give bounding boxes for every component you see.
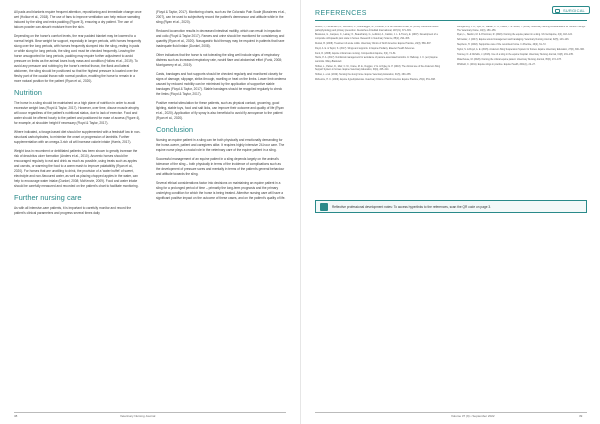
paragraph: Where indicated, a forage-based diet should be supplemented with a feedstuff low in non-structural carbohydrates, to minimise the onset or progression of laminitis. Further supplementation with an omega-3-rich oil will increase calorie intake (Harris, 2017).: [14, 130, 141, 144]
surgical-icon: [555, 9, 560, 13]
reference-item: Hollow, L. et al. (2019). Nursing the slung horse. Equine Veterinary Education, 31(5), 260–265.: [315, 74, 412, 77]
footer-page-number: 39: [579, 414, 583, 418]
paragraph: Reduced locomotion results in decreased intestinal motility, which can result in impaction and colic (Floyd & Taylor 2017). Faeces and urine should be monitored for consistency and quantity (Ryan et al., 2020). Nasogastric fluid therapy may be required in patients that have inadequate fluid intake (Dunkel, 2008).: [156, 29, 285, 48]
left-column-1: [14, 10, 142, 406]
section-tab-label: SURGICAL: [562, 8, 585, 13]
reference-item: Taylor, S. & Floyd, A. E. (2015). Anderson Sling Suspension System for horses. Equine Veterinary Education, 27(6), 300–306.: [457, 49, 585, 52]
reference-item: Whitfield, C. (2011). Equine slings in practice. Equine Health, 2011(1), 22–27.: [457, 63, 536, 66]
references-column-2: [457, 26, 587, 196]
footer-rule: [315, 412, 587, 413]
paragraph: Other indicators that the horse is not tolerating the sling well include signs of respiratory distress such as increased respiratory rate, nostril flare and abdominal effort (Funk, 2008; Montgomery et al., 2019).: [156, 53, 282, 67]
reference-item: Stephens, H. (2018). Supportive care of the recumbent horse. In Practice, 40(2), 61–72.: [457, 44, 547, 47]
right-page: [300, 0, 600, 424]
cpd-text: Reflective professional development notes: To access hyperlinks to the references, scan the QR code on page 3.: [332, 204, 492, 209]
footer-issue: Volume 37 (9) • September 2022: [451, 414, 495, 418]
heading-further-nursing-care: Further nursing care: [14, 193, 82, 202]
reference-item: Bussieres, G., Jacques, C., Lainay, O., Beauchamp, G., Leblond, A., Cadoré, J. L. & Troncy, E. (2007). Development of a composite orthopaedic pain scale in horses. Research in Veterinary Science, 85(2), 294–306.: [315, 34, 438, 40]
paragraph: All pads and blankets require frequent attention, repositioning and immediate change once wet (Hollow et al., 2018). The use of fans to improve ventilation can help reduce sweating induced by the sling and extra padding (Figure 3), ensuring a dry patient. The use of talcum powder can absorb moisture from the skin.: [14, 10, 142, 29]
paragraph: Depending on the horse's comfort levels, the rear padded blanket may be lowered to a normal height. Bear weight for support, especially in longer periods, with horses frequently slung over the long periods, with horses frequently slumped into the sling, resting in pads or while slung for long periods, the sling cord must be checked frequently. Leaving the horse unsupported for long periods, padding may require further adjustment to avoid pressure on limbs as the animal loses body mass and condition (Hollow et al., 2019). To avoid any pressure and rubbing by the horse's ventral thorax, the flank and lateral abdomen, the sling should be positioned so that the highest pressure is located over the fleshy part of the caudal thorax with normal position, enabling the horse to remain in a more natural position for the patient (Ryan et al., 2020).: [14, 34, 142, 83]
reference-item: Floyd, A. E. & Taylor, S. (2017). Slings and supports. In Equine Podiatry. Elsevier Health Sciences.: [315, 47, 415, 50]
references-title: REFERENCES: [315, 10, 367, 17]
references-column-1: [315, 26, 445, 196]
paragraph: Positive mental stimulation for these patients, such as physical contact, grooming, good lighting, stable toys, food and salt licks, can improve their outcome and quality of life (Ryan et al., 2020). Application of fly spray is also beneficial to avoid fly annoyance to the patient (Ryan et al., 2020).: [156, 101, 284, 120]
reference-item: Schneider, J. (2017). Equine wound management and bandaging. Veterinary Nursing Journal, 32(5), 143–146.: [457, 39, 570, 42]
paragraph: (Floyd & Taylor, 2017). Monitoring charts, such as the Colorado Pain Scale (Bussieres et al., 2007), can be used to subjectively record the patient's demeanour and attitude while in the sling (Ryan et al., 2020).: [156, 10, 286, 24]
reference-item: Montgomery, J. B., Lyle, G., Walker, C. S., Hanks, T. & Hunter, T. (2019). Veterinary nursing considerations for horses in slings. The Veterinary Nurse, 10(3), 150–156.: [457, 26, 586, 32]
paragraph: Several ethical considerations factor into decisions on maintaining an equine patient in a sling for a prolonged period of time – primarily the long-term prognosis and the primary underlying condition for which the horse is being treated. Attentive nursing care will have a significant positive impact on the outcome of these cases, and on the patient's quality of life.: [156, 181, 286, 200]
heading-conclusion: Conclusion: [156, 125, 194, 134]
footer-journal-name: Veterinary Nursing Journal: [120, 414, 156, 418]
left-column-2: [156, 10, 286, 406]
section-tab: [552, 6, 590, 14]
reference-item: Dunkel, B. (2008). Treatment of acute colitis. Veterinary Clinics of North America: Equine Practice, 24(3), 589–607.: [315, 42, 432, 45]
reference-item: Hollow, L., Parker, D., Marr, C. M., Crane, M. E., Duggan, V. E. & Ogley, E. P. (2018). The clinical use of the Anderson Sling Support System in horses. Equine Veterinary Education, 30(4), 205–214.: [315, 65, 441, 72]
reference-item: Twomey, D. & Nicholls, J. (2016). Use of a sling in the equine hospital. Veterinary Nursing Journal, 31(8), 231–235.: [457, 53, 574, 56]
reference-item: Anders, J., Heinemann, A., Leffmann, C., Leutenegger, M., Pröfener, F. & von Renteln-Kruse, W. (2010). Decubitus ulcers: pathophysiology and primary prevention. Deutsches Ärzteblatt International, 107(21), 371–381.: [315, 26, 439, 32]
heading-nutrition: Nutrition: [14, 88, 42, 97]
footer-page-number: 38: [14, 414, 18, 418]
paragraph: Casts, bandages and foot supports should be checked regularly and monitored closely for signs of damage, slippage, strike-through, swelling or heat on the limbs. Lower limb oedema caused by reduced mobility can be minimised by the application of supportive stable bandages (Floyd & Taylor, 2017). Stable bandages should be reapplied regularly to check the limbs (Floyd & Taylor, 2017).: [156, 72, 286, 96]
paragraph: The horse in a sling should be maintained on a high plane of nutrition in order to avoid excessive weight loss (Floyd & Taylor, 2017). However, over time, disuse muscle atrophy will occur regardless of the patient's nutritional status, due to lack of exercise. Food and water should be offered hourly to the patient and positioned for ease of access (Figure 4), for example, at shoulder height if necessary (Floyd & Taylor, 2017).: [14, 101, 141, 125]
cpd-icon: [320, 203, 328, 211]
reference-item: Waterhouse, M. (2020). Nursing the critical equine patient. Veterinary Nursing Journal, 35(6), 172–178.: [457, 58, 562, 61]
reference-item: Ryan, L., Skellon, M. & O'Gorman, R. (2020). Nursing the equine patient in a sling. UK-Vet Equine, 4(4), 118–124.: [457, 34, 573, 37]
reference-item: Harris, P. A. (2017). Nutritional management for avoidance of pasture-associated laminitis. In: Belknap, J. K. (ed.) Equine Laminitis. Wiley-Blackwell.: [315, 57, 438, 63]
paragraph: Nursing an equine patient in a sling can be both physically and emotionally demanding for the horse-owner, patient and caregivers alike. It requires highly intensive 24-hour care. The equine nurse plays a crucial role in the veterinary care of the equine patient in a sling.: [156, 138, 285, 152]
reference-item: McKenzie, H. C. (2009). Equine hyperlipidemias. Veterinary Clinics of North America: Equine Practice, 25(2), 351–368.: [315, 79, 436, 82]
paragraph: As with all intensive-care patients, it is important to carefully monitor and record the patient's clinical parameters and progress several times daily: [14, 206, 132, 215]
cpd-notice: [315, 200, 587, 213]
footer-rule: [14, 412, 286, 413]
paragraph: Weight loss in recumbent or debilitated patients has been shown to greatly increase the risk of decubitus ulcer formation (Anders et al., 2010). Anorexic horses should be encouraged regularly to eat and drink as much as possible, using treats such as apples and carrots, or warming the food to a warm mash to improve palatability (Ryan et al., 2020). For horses that are unwilling to drink, the provision of a 'water buffet' of sweet, electrolyte and non-flavoured water, as well as placing chopped apples in the water, can help to encourage water intake (Dunkel, 2008; McKenzie, 2009). Food and water intake should be carefully measured and recorded on the patient's chart to facilitate monitoring.: [14, 149, 139, 188]
references-rule: [315, 20, 587, 21]
reference-item: Funk, R. (2008). Equine critical care nursing. Compendium Equine, 3(2), 74–81.: [315, 52, 397, 55]
paragraph: Successful management of an equine patient in a sling depends largely on the animal's tolerance of the sling – both physically in terms of the incidence of complications such as the development of pressure sores and mentally in terms of the patient's general behaviour and attitude towards the sling.: [156, 157, 285, 176]
